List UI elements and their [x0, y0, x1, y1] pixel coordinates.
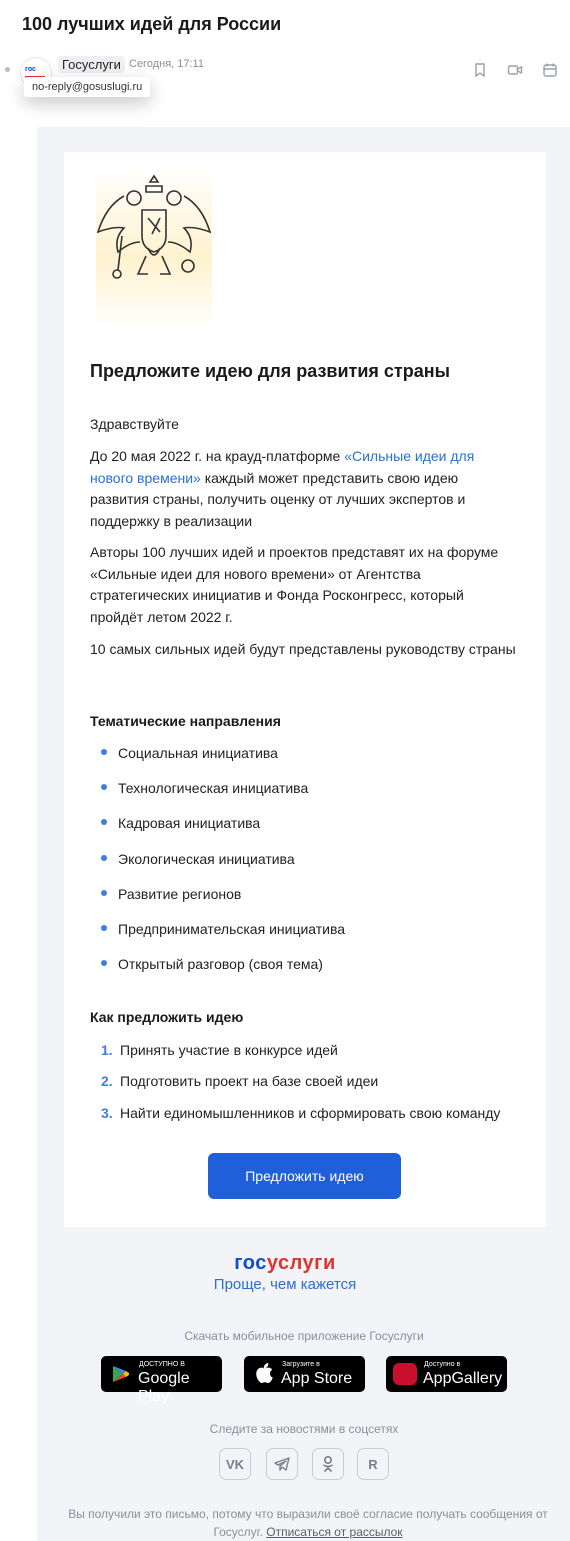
intro-text-end: каждый может представить свою идею развития страны, получить оценку от лучших экспертов и поддержку в реализации	[90, 469, 466, 529]
apps-label: Скачать мобильное приложение Госуслуги	[184, 1329, 424, 1343]
unread-dot	[5, 67, 10, 72]
app-gallery-button[interactable]	[386, 1356, 507, 1392]
apple-icon	[255, 1363, 273, 1383]
list-bullet	[101, 784, 107, 790]
ok-glyph	[321, 1455, 335, 1473]
propose-idea-button[interactable]: Предложить идею	[208, 1153, 401, 1199]
topic-item: Технологическая инициатива	[118, 780, 309, 796]
notice-text: Вы получили это письмо, потому что выразили своё согласие получать сообщения от Госуслуг.	[68, 1507, 548, 1539]
telegram-icon[interactable]	[266, 1448, 298, 1480]
unsubscribe-link[interactable]: Отписаться от рассылок	[266, 1525, 403, 1539]
step-number: 3.	[101, 1105, 113, 1121]
store-small-label: Загрузите в	[282, 1361, 320, 1368]
email-time: Сегодня, 17:11	[129, 58, 204, 70]
step-text: Принять участие в конкурсе идей	[120, 1042, 338, 1058]
content-heading: Предложите идею для развития страны	[90, 361, 450, 381]
topic-item: Социальная инициатива	[118, 745, 278, 761]
sender-email-tooltip: no-reply@gosuslugi.ru	[24, 77, 150, 97]
platform-link[interactable]: «Сильные идеи для нового времени»	[90, 448, 475, 486]
greeting-text: Здравствуйте	[90, 416, 179, 432]
store-small-label: Доступно в	[424, 1361, 461, 1368]
email-subject: 100 лучших идей для России	[22, 14, 282, 34]
topic-item: Развитие регионов	[118, 886, 242, 902]
huawei-icon	[393, 1363, 417, 1385]
step-text: Найти единомышленников и сформировать свою команду	[120, 1105, 501, 1121]
store-small-label: ДОСТУПНО В	[139, 1361, 185, 1368]
list-bullet	[101, 925, 107, 931]
top-ideas-paragraph: 10 самых сильных идей будут представлены руководству страны	[90, 641, 516, 657]
intro-paragraph	[90, 446, 520, 532]
store-name: AppGallery	[423, 1370, 503, 1387]
logo-uslugi: услуги	[266, 1252, 336, 1274]
google-play-button[interactable]	[101, 1356, 222, 1405]
google-play-icon	[110, 1364, 130, 1384]
topic-item: Предпринимательская инициатива	[118, 921, 346, 937]
telegram-plane-glyph	[274, 1457, 290, 1471]
logo-slogan: Проще, чем кажется	[213, 1276, 357, 1293]
topic-item: Открытый разговор (своя тема)	[118, 956, 323, 972]
step-number: 1.	[101, 1042, 113, 1058]
rutube-icon[interactable]: R	[357, 1448, 389, 1480]
logo-gos: гос	[234, 1252, 267, 1274]
sender-name[interactable]: Госуслуги	[58, 56, 125, 73]
odnoklassniki-icon[interactable]	[312, 1448, 344, 1480]
vk-icon[interactable]: VK	[219, 1448, 251, 1480]
step-text: Подготовить проект на базе своей идеи	[120, 1073, 379, 1089]
app-store-button[interactable]	[244, 1356, 365, 1392]
list-bullet	[101, 960, 107, 966]
topics-heading: Тематические направления	[90, 713, 281, 729]
calendar-icon[interactable]	[542, 62, 558, 78]
coat-of-arms-image	[96, 166, 212, 332]
bookmark-icon[interactable]	[472, 62, 488, 78]
social-label: Следите за новостями в соцсетях	[209, 1422, 399, 1436]
list-bullet	[101, 855, 107, 861]
step-number: 2.	[101, 1073, 113, 1089]
list-bullet	[101, 749, 107, 755]
list-bullet	[101, 890, 107, 896]
forum-paragraph: Авторы 100 лучших идей и проектов представят их на форуме «Сильные идеи для нового времени» от Агентства стратегических инициатив и Фонда Росконгресс, который пройдёт летом 2022 г.	[90, 544, 499, 625]
topic-item: Экологическая инициатива	[118, 851, 295, 867]
store-name: App Store	[281, 1370, 353, 1387]
double-headed-eagle-icon	[96, 166, 212, 332]
footer-notice	[68, 1505, 548, 1541]
list-bullet	[101, 819, 107, 825]
howto-heading: Как предложить идею	[90, 1009, 244, 1025]
topic-item: Кадровая инициатива	[118, 815, 261, 831]
intro-text-start: До 20 мая 2022 г. на крауд-платформе	[90, 448, 345, 464]
avatar-text: гос	[25, 66, 36, 73]
store-name: Google Play	[138, 1370, 190, 1405]
gosuslugi-logo[interactable]	[0, 1252, 570, 1275]
video-icon[interactable]	[507, 62, 523, 78]
